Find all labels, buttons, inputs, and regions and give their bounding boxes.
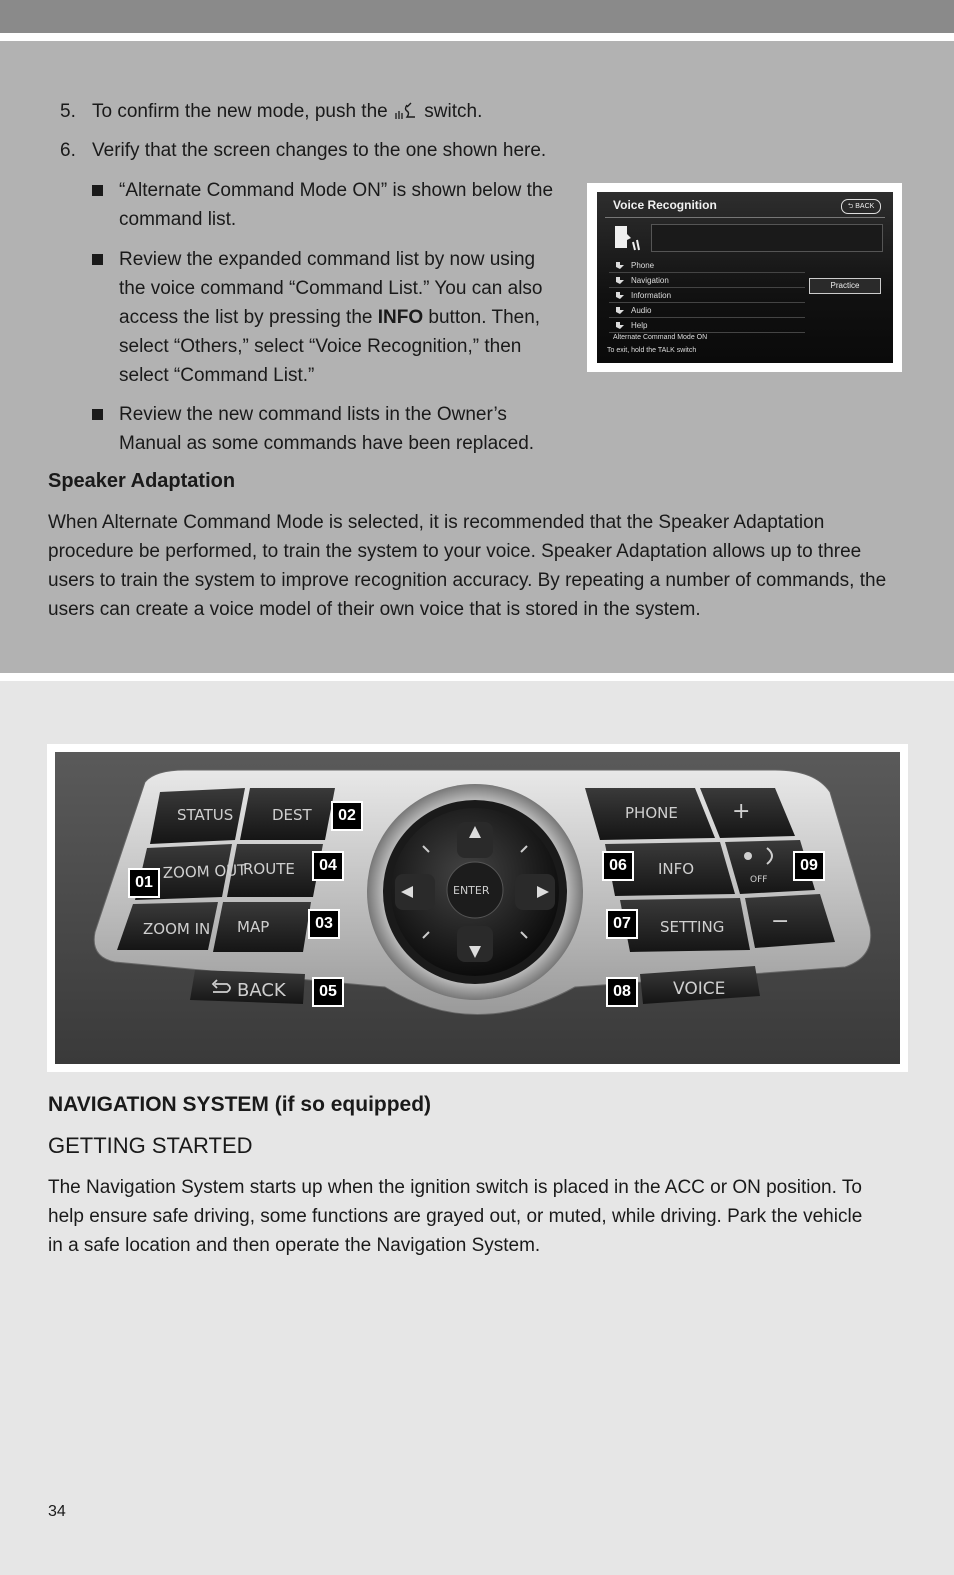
setting-button-label: SETTING bbox=[660, 918, 725, 936]
voice-icon bbox=[615, 321, 625, 330]
bullet-square-icon bbox=[92, 254, 103, 265]
vr-practice-button: Practice bbox=[809, 278, 881, 294]
phone-button-label: PHONE bbox=[625, 804, 678, 822]
vr-title: Voice Recognition bbox=[613, 198, 717, 212]
nav-subheading: GETTING STARTED bbox=[48, 1133, 253, 1158]
vr-exit-hint: To exit, hold the TALK switch bbox=[607, 347, 697, 354]
vr-input-box bbox=[651, 224, 883, 252]
bullet-text: “Alternate Command Mode ON” is shown below the command list. bbox=[119, 180, 554, 230]
voice-recognition-screenshot bbox=[587, 183, 902, 372]
divider bbox=[0, 673, 954, 681]
page-number: 34 bbox=[48, 1503, 66, 1520]
status-button-label: STATUS bbox=[177, 806, 234, 824]
callout-09: 09 bbox=[793, 851, 825, 881]
dest-button-label: DEST bbox=[272, 806, 312, 824]
callout-01: 01 bbox=[128, 868, 160, 898]
step-5 bbox=[60, 97, 580, 126]
callout-06: 06 bbox=[602, 851, 634, 881]
controller-photo bbox=[47, 744, 908, 1072]
voice-icon bbox=[615, 276, 625, 285]
voice-icon bbox=[615, 306, 625, 315]
vr-item bbox=[609, 318, 805, 333]
callout-04: 04 bbox=[312, 851, 344, 881]
minus-button-label: − bbox=[771, 909, 790, 934]
header-bar bbox=[0, 0, 954, 33]
off-button-label: OFF bbox=[750, 875, 768, 885]
back-button-label: BACK bbox=[237, 980, 286, 1001]
nav-heading: NAVIGATION SYSTEM (if so equipped) bbox=[48, 1093, 432, 1116]
vr-item bbox=[609, 273, 805, 288]
info-button-label: INFO bbox=[658, 860, 695, 878]
step-number: 6. bbox=[60, 140, 76, 161]
voice-icon bbox=[615, 261, 625, 270]
voice-icon bbox=[615, 291, 625, 300]
vr-item bbox=[609, 258, 805, 273]
brightness-icon bbox=[744, 852, 752, 860]
vr-item-label: Information bbox=[631, 291, 672, 300]
callout-05: 05 bbox=[312, 977, 344, 1007]
info-keyword: INFO bbox=[377, 307, 424, 328]
vr-item-label: Navigation bbox=[631, 276, 669, 285]
step-text: To confirm the new mode, push the bbox=[92, 101, 388, 122]
vr-item bbox=[609, 288, 805, 303]
vr-item-label: Phone bbox=[631, 261, 655, 270]
voice-button-label: VOICE bbox=[673, 979, 726, 999]
vr-mode-status: Alternate Command Mode ON bbox=[613, 334, 708, 341]
map-button-label: MAP bbox=[237, 918, 270, 936]
bullet-item bbox=[92, 176, 562, 234]
bullet-square-icon bbox=[92, 409, 103, 420]
speaker-body: When Alternate Command Mode is selected, it is recommended that the Speaker Adaptation procedure be performed, to train the system to your voice. Speaker Adaptation allows up to three users to train the system to improve recognition accuracy. By repeating a number of commands, the users can create a voice model of their own voice that is stored in the system. bbox=[48, 512, 887, 620]
plus-button-label: + bbox=[732, 799, 751, 824]
callout-02: 02 bbox=[331, 801, 363, 831]
callout-03: 03 bbox=[308, 909, 340, 939]
vr-screen bbox=[597, 192, 893, 363]
vr-back-label: BACK bbox=[855, 203, 875, 210]
vr-divider bbox=[605, 217, 885, 218]
zoom-in-button-label: ZOOM IN bbox=[143, 920, 211, 938]
bullet-square-icon bbox=[92, 185, 103, 196]
speaker-heading: Speaker Adaptation bbox=[48, 470, 236, 492]
bullet-text-end: button. Then, select “Others,” select “Voice Recognition,” then select “Command List.” bbox=[119, 307, 541, 386]
callout-08: 08 bbox=[606, 977, 638, 1007]
controller-illustration bbox=[55, 752, 900, 1064]
step-text: Verify that the screen changes to the one shown here. bbox=[92, 140, 547, 161]
zoom-out-button-label: ZOOM OUT bbox=[162, 861, 247, 882]
talk-face-icon bbox=[611, 224, 643, 252]
vr-item bbox=[609, 303, 805, 318]
vr-item-label: Help bbox=[631, 321, 648, 330]
bullet-item bbox=[92, 400, 562, 458]
divider bbox=[0, 33, 954, 41]
step-6 bbox=[60, 136, 580, 165]
multi-function-knob bbox=[367, 784, 583, 1000]
talk-switch-icon bbox=[393, 101, 419, 121]
bullet-text: Review the new command lists in the Owner’s Manual as some commands have been replaced. bbox=[119, 404, 535, 454]
bullet-text: Review the expanded command list by now using the voice command “Command List.” You can also access the list by pressing the bbox=[119, 249, 543, 328]
vr-item-label: Audio bbox=[631, 306, 652, 315]
enter-button-label: ENTER bbox=[453, 884, 490, 897]
step-number: 5. bbox=[60, 101, 76, 122]
bullet-item bbox=[92, 245, 562, 390]
callout-07: 07 bbox=[606, 909, 638, 939]
step-text-end: switch. bbox=[424, 101, 483, 122]
route-button-label: ROUTE bbox=[243, 860, 295, 878]
nav-body: The Navigation System starts up when the ignition switch is placed in the ACC or ON position. To help ensure safe driving, some functions are grayed out, or muted, while driving. Park the vehicle in a safe location and then operate the Navigation System. bbox=[48, 1177, 863, 1256]
vr-back-button: ⮌ BACK bbox=[841, 199, 881, 214]
